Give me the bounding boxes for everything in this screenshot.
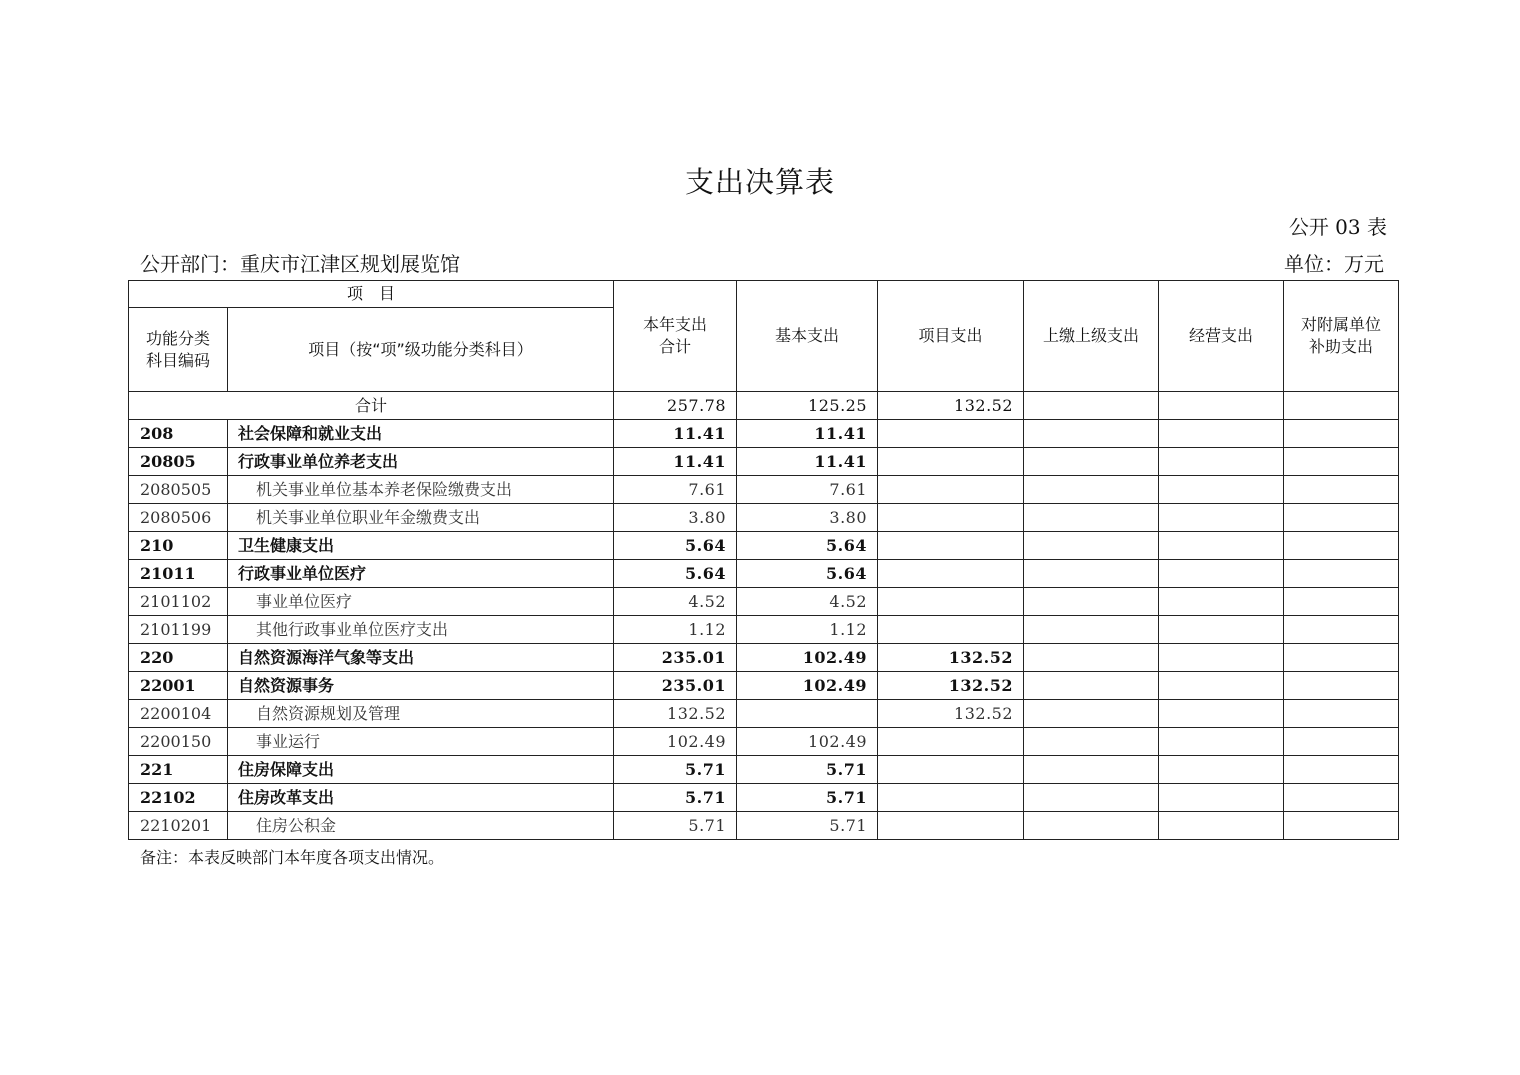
row-name: 事业单位医疗 bbox=[228, 588, 614, 616]
row-subsidy bbox=[1284, 504, 1399, 532]
row-upper bbox=[1024, 784, 1159, 812]
row-project bbox=[878, 728, 1024, 756]
table-row bbox=[129, 700, 1399, 728]
row-subsidy bbox=[1284, 644, 1399, 672]
row-name: 卫生健康支出 bbox=[228, 532, 614, 560]
row-subsidy bbox=[1284, 728, 1399, 756]
row-total: 7.61 bbox=[614, 476, 737, 504]
row-total: 5.64 bbox=[614, 532, 737, 560]
table-row bbox=[129, 420, 1399, 448]
table-row bbox=[129, 588, 1399, 616]
total-upper bbox=[1024, 392, 1159, 420]
row-name: 住房保障支出 bbox=[228, 756, 614, 784]
row-business bbox=[1159, 728, 1284, 756]
report-title: 支出决算表 bbox=[684, 165, 835, 199]
row-code: 2080505 bbox=[129, 476, 228, 504]
total-label: 合计 bbox=[129, 392, 614, 420]
total-project: 132.52 bbox=[878, 392, 1024, 420]
row-upper bbox=[1024, 448, 1159, 476]
table-row bbox=[129, 644, 1399, 672]
row-business bbox=[1159, 672, 1284, 700]
header-project: 项目支出 bbox=[878, 281, 1024, 392]
row-subsidy bbox=[1284, 588, 1399, 616]
row-project: 132.52 bbox=[878, 644, 1024, 672]
row-business bbox=[1159, 588, 1284, 616]
row-upper bbox=[1024, 504, 1159, 532]
row-upper bbox=[1024, 812, 1159, 840]
row-project bbox=[878, 812, 1024, 840]
row-name: 行政事业单位医疗 bbox=[228, 560, 614, 588]
header-basic: 基本支出 bbox=[737, 281, 878, 392]
table-row bbox=[129, 532, 1399, 560]
row-total: 4.52 bbox=[614, 588, 737, 616]
row-basic: 11.41 bbox=[737, 448, 878, 476]
row-total: 3.80 bbox=[614, 504, 737, 532]
row-code: 22001 bbox=[129, 672, 228, 700]
row-business bbox=[1159, 532, 1284, 560]
row-name: 自然资源海洋气象等支出 bbox=[228, 644, 614, 672]
row-project bbox=[878, 756, 1024, 784]
row-name: 行政事业单位养老支出 bbox=[228, 448, 614, 476]
footnote: 备注：本表反映部门本年度各项支出情况。 bbox=[140, 848, 445, 867]
expenditure-table bbox=[128, 280, 1399, 840]
row-subsidy bbox=[1284, 756, 1399, 784]
row-total: 235.01 bbox=[614, 644, 737, 672]
department-label: 公开部门：重庆市江津区规划展览馆 bbox=[140, 252, 460, 276]
row-code: 22102 bbox=[129, 784, 228, 812]
row-total: 5.64 bbox=[614, 560, 737, 588]
row-code: 2200150 bbox=[129, 728, 228, 756]
table-row bbox=[129, 448, 1399, 476]
row-total: 11.41 bbox=[614, 420, 737, 448]
row-business bbox=[1159, 616, 1284, 644]
row-upper bbox=[1024, 476, 1159, 504]
row-project bbox=[878, 784, 1024, 812]
row-business bbox=[1159, 560, 1284, 588]
row-upper bbox=[1024, 420, 1159, 448]
row-total: 11.41 bbox=[614, 448, 737, 476]
row-total: 132.52 bbox=[614, 700, 737, 728]
row-project: 132.52 bbox=[878, 700, 1024, 728]
row-subsidy bbox=[1284, 448, 1399, 476]
row-project bbox=[878, 476, 1024, 504]
table-row bbox=[129, 728, 1399, 756]
total-business bbox=[1159, 392, 1284, 420]
row-upper bbox=[1024, 728, 1159, 756]
row-business bbox=[1159, 784, 1284, 812]
row-basic: 3.80 bbox=[737, 504, 878, 532]
row-business bbox=[1159, 448, 1284, 476]
row-basic: 11.41 bbox=[737, 420, 878, 448]
row-total: 5.71 bbox=[614, 784, 737, 812]
row-basic: 7.61 bbox=[737, 476, 878, 504]
row-subsidy bbox=[1284, 672, 1399, 700]
row-code: 2200104 bbox=[129, 700, 228, 728]
row-project bbox=[878, 588, 1024, 616]
row-business bbox=[1159, 420, 1284, 448]
row-name: 事业运行 bbox=[228, 728, 614, 756]
row-code: 21011 bbox=[129, 560, 228, 588]
row-project bbox=[878, 448, 1024, 476]
row-project bbox=[878, 420, 1024, 448]
row-business bbox=[1159, 700, 1284, 728]
row-upper bbox=[1024, 700, 1159, 728]
row-total: 1.12 bbox=[614, 616, 737, 644]
row-basic: 1.12 bbox=[737, 616, 878, 644]
row-name: 自然资源事务 bbox=[228, 672, 614, 700]
row-basic: 102.49 bbox=[737, 644, 878, 672]
row-upper bbox=[1024, 560, 1159, 588]
header-item-group: 项 目 bbox=[129, 281, 614, 308]
row-basic: 4.52 bbox=[737, 588, 878, 616]
row-code: 2101199 bbox=[129, 616, 228, 644]
total-amount: 257.78 bbox=[614, 392, 737, 420]
row-project bbox=[878, 616, 1024, 644]
row-basic: 5.64 bbox=[737, 560, 878, 588]
row-project: 132.52 bbox=[878, 672, 1024, 700]
table-row bbox=[129, 812, 1399, 840]
row-subsidy bbox=[1284, 700, 1399, 728]
row-basic: 5.71 bbox=[737, 756, 878, 784]
form-number: 公开 03 表 bbox=[1288, 215, 1387, 239]
row-name: 自然资源规划及管理 bbox=[228, 700, 614, 728]
row-basic: 5.64 bbox=[737, 532, 878, 560]
row-name: 其他行政事业单位医疗支出 bbox=[228, 616, 614, 644]
total-basic: 125.25 bbox=[737, 392, 878, 420]
row-total: 235.01 bbox=[614, 672, 737, 700]
row-total: 102.49 bbox=[614, 728, 737, 756]
row-business bbox=[1159, 812, 1284, 840]
row-code: 2210201 bbox=[129, 812, 228, 840]
row-subsidy bbox=[1284, 532, 1399, 560]
table-row bbox=[129, 476, 1399, 504]
row-business bbox=[1159, 756, 1284, 784]
header-total bbox=[614, 281, 737, 392]
header-code bbox=[129, 308, 228, 392]
row-business bbox=[1159, 504, 1284, 532]
row-upper bbox=[1024, 672, 1159, 700]
row-name: 机关事业单位职业年金缴费支出 bbox=[228, 504, 614, 532]
header-subsidy-label: 对附属单位补助支出 bbox=[1301, 315, 1382, 356]
row-subsidy bbox=[1284, 560, 1399, 588]
header-business: 经营支出 bbox=[1159, 281, 1284, 392]
row-basic: 102.49 bbox=[737, 672, 878, 700]
row-business bbox=[1159, 644, 1284, 672]
table-row bbox=[129, 784, 1399, 812]
table-row bbox=[129, 504, 1399, 532]
row-code: 20805 bbox=[129, 448, 228, 476]
row-basic: 5.71 bbox=[737, 784, 878, 812]
row-subsidy bbox=[1284, 420, 1399, 448]
header-total-label: 本年支出合计 bbox=[643, 315, 708, 356]
row-subsidy bbox=[1284, 616, 1399, 644]
row-code: 220 bbox=[129, 644, 228, 672]
row-subsidy bbox=[1284, 784, 1399, 812]
row-project bbox=[878, 532, 1024, 560]
header-code-label: 功能分类科目编码 bbox=[145, 328, 210, 370]
table-row bbox=[129, 616, 1399, 644]
header-name: 项目（按“项”级功能分类科目） bbox=[228, 308, 614, 392]
row-total: 5.71 bbox=[614, 812, 737, 840]
header-upper: 上缴上级支出 bbox=[1024, 281, 1159, 392]
row-basic: 102.49 bbox=[737, 728, 878, 756]
row-code: 2080506 bbox=[129, 504, 228, 532]
row-upper bbox=[1024, 616, 1159, 644]
row-upper bbox=[1024, 756, 1159, 784]
total-row bbox=[129, 392, 1399, 420]
unit-label: 单位：万元 bbox=[1284, 252, 1384, 276]
row-project bbox=[878, 560, 1024, 588]
header-subsidy bbox=[1284, 281, 1399, 392]
row-total: 5.71 bbox=[614, 756, 737, 784]
table-row bbox=[129, 756, 1399, 784]
table-row bbox=[129, 672, 1399, 700]
row-code: 2101102 bbox=[129, 588, 228, 616]
table-row bbox=[129, 560, 1399, 588]
row-code: 221 bbox=[129, 756, 228, 784]
row-name: 住房公积金 bbox=[228, 812, 614, 840]
row-upper bbox=[1024, 644, 1159, 672]
row-upper bbox=[1024, 532, 1159, 560]
row-basic: 5.71 bbox=[737, 812, 878, 840]
total-subsidy bbox=[1284, 392, 1399, 420]
row-basic bbox=[737, 700, 878, 728]
row-name: 机关事业单位基本养老保险缴费支出 bbox=[228, 476, 614, 504]
row-name: 社会保障和就业支出 bbox=[228, 420, 614, 448]
row-project bbox=[878, 504, 1024, 532]
row-code: 210 bbox=[129, 532, 228, 560]
row-code: 208 bbox=[129, 420, 228, 448]
row-business bbox=[1159, 476, 1284, 504]
row-upper bbox=[1024, 588, 1159, 616]
row-subsidy bbox=[1284, 476, 1399, 504]
row-subsidy bbox=[1284, 812, 1399, 840]
row-name: 住房改革支出 bbox=[228, 784, 614, 812]
